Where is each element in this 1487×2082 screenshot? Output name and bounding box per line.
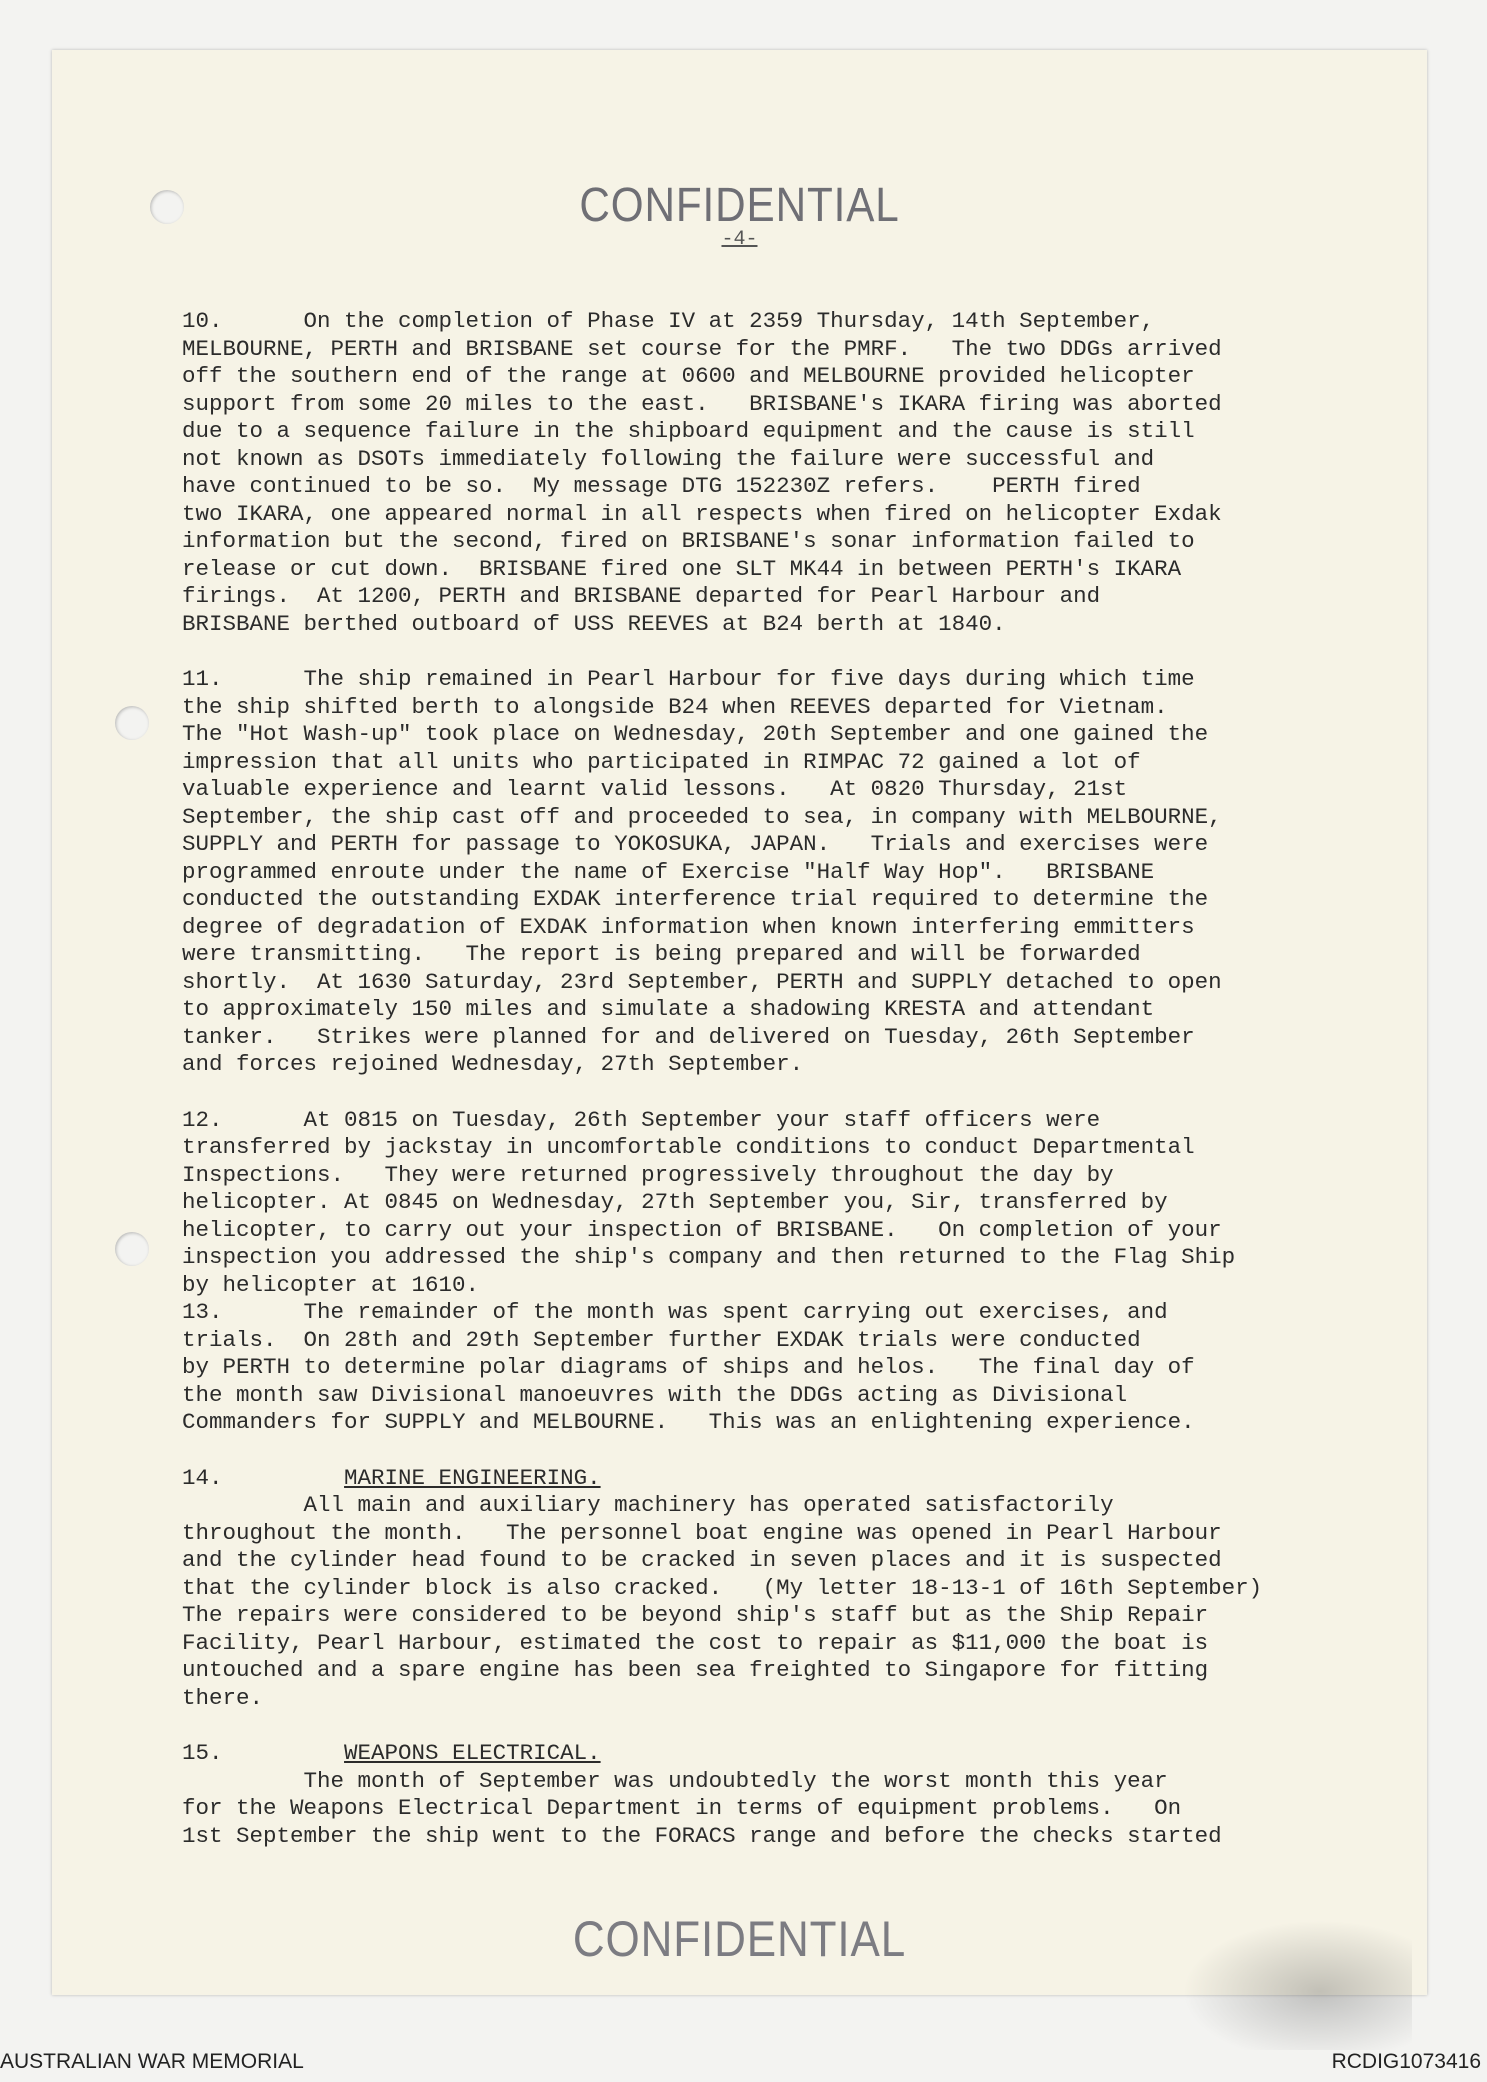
confidential-stamp-bottom: CONFIDENTIAL (572, 1911, 907, 1967)
text-line: to approximately 150 miles and simulate a shadowing KRESTA and attendant (182, 996, 1155, 1022)
punch-hole (115, 1232, 149, 1266)
section-heading: MARINE ENGINEERING. (344, 1464, 601, 1491)
text-line: All main and auxiliary machinery has operated satisfactorily (182, 1492, 1114, 1518)
text-line: inspection you addressed the ship's company and then returned to the Flag Ship (182, 1244, 1236, 1270)
text-line: conducted the outstanding EXDAK interference trial required to determine the (182, 886, 1209, 912)
text-line: trials. On 28th and 29th September further EXDAK trials were conducted (182, 1326, 1141, 1353)
section-heading: WEAPONS ELECTRICAL. (344, 1740, 601, 1766)
paragraph (182, 1465, 1332, 1713)
text-line: two IKARA, one appeared normal in all respects when fired on helicopter Exdak (182, 500, 1222, 527)
section-number: 14. (182, 1464, 223, 1491)
paragraph (182, 1740, 1332, 1850)
text-line: firings. At 1200, PERTH and BRISBANE departed for Pearl Harbour and (182, 583, 1101, 609)
archive-id: RCDIG1073416 (1331, 2050, 1481, 2073)
text-line: due to a sequence failure in the shipboard equipment and the cause is still (182, 418, 1195, 444)
text-line: 11. The ship remained in Pearl Harbour for five days during which time (182, 666, 1195, 692)
text-line: valuable experience and learnt valid lessons. At 0820 Thursday, 21st (182, 776, 1128, 802)
text-line: and forces rejoined Wednesday, 27th September. (182, 1051, 804, 1077)
text-line: throughout the month. The personnel boat engine was opened in Pearl Harbour (182, 1519, 1222, 1546)
text-line: BRISBANE berthed outboard of USS REEVES at B24 berth at 1840. (182, 610, 1006, 637)
text-line: off the southern end of the range at 0600 and MELBOURNE provided helicopter (182, 363, 1195, 389)
text-line: support from some 20 miles to the east. BRISBANE's IKARA firing was aborted (182, 390, 1222, 417)
text-line: programmed enroute under the name of Exercise "Half Way Hop". BRISBANE (182, 858, 1155, 885)
text-line: The "Hot Wash-up" took place on Wednesday, 20th September and one gained the (182, 721, 1209, 747)
text-line: were transmitting. The report is being prepared and will be forwarded (182, 941, 1141, 967)
text-line: the month saw Divisional manoeuvres with the DDGs acting as Divisional (182, 1381, 1128, 1408)
text-line: 1st September the ship went to the FORACS range and before the checks started (182, 1822, 1222, 1849)
document-page (52, 50, 1427, 1995)
text-line: for the Weapons Electrical Department in terms of equipment problems. On (182, 1795, 1182, 1821)
text-line: SUPPLY and PERTH for passage to YOKOSUKA, JAPAN. Trials and exercises were (182, 831, 1209, 857)
text-line: that the cylinder block is also cracked. (My letter 18-13-1 of 16th September) (182, 1574, 1263, 1601)
text-line: impression that all units who participated in RIMPAC 72 gained a lot of (182, 748, 1141, 775)
archive-credit: AUSTRALIAN WAR MEMORIAL (0, 2050, 304, 2073)
paragraph (182, 1107, 1332, 1300)
ink-smudge (1182, 1920, 1412, 2050)
text-line: by helicopter at 1610. (182, 1271, 480, 1298)
section-heading-line (182, 1740, 1332, 1768)
text-line: release or cut down. BRISBANE fired one SLT MK44 in between PERTH's IKARA (182, 555, 1182, 582)
text-line: MELBOURNE, PERTH and BRISBANE set course for the PMRF. The two DDGs arrived (182, 335, 1222, 362)
section-heading-line (182, 1465, 1332, 1493)
punch-hole (115, 706, 149, 740)
text-line: and the cylinder head found to be cracked in seven places and it is suspected (182, 1547, 1222, 1573)
text-line: information but the second, fired on BRISBANE's sonar information failed to (182, 528, 1195, 554)
text-line: 10. On the completion of Phase IV at 2359 Thursday, 14th September, (182, 308, 1155, 334)
text-line: tanker. Strikes were planned for and delivered on Tuesday, 26th September (182, 1023, 1195, 1050)
text-line: transferred by jackstay in uncomfortable conditions to conduct Departmental (182, 1134, 1195, 1160)
text-line: helicopter, to carry out your inspection of BRISBANE. On completion of your (182, 1216, 1222, 1243)
text-line: The month of September was undoubtedly the worst month this year (182, 1767, 1168, 1794)
text-line: helicopter. At 0845 on Wednesday, 27th September you, Sir, transferred by (182, 1189, 1168, 1215)
document-body (182, 308, 1332, 1878)
text-line: not known as DSOTs immediately following the failure were successful and (182, 445, 1155, 472)
paragraph (182, 1299, 1332, 1437)
text-line: Commanders for SUPPLY and MELBOURNE. This was an enlightening experience. (182, 1409, 1195, 1435)
text-line: The repairs were considered to be beyond ship's staff but as the Ship Repair (182, 1602, 1209, 1628)
text-line: Facility, Pearl Harbour, estimated the cost to repair as $11,000 the boat is (182, 1629, 1209, 1656)
text-line: there. (182, 1684, 264, 1711)
text-line: the ship shifted berth to alongside B24 when REEVES departed for Vietnam. (182, 693, 1168, 720)
section-number: 15. (182, 1740, 223, 1766)
text-line: 12. At 0815 on Tuesday, 26th September your staff officers were (182, 1106, 1101, 1133)
text-line: untouched and a spare engine has been sea freighted to Singapore for fitting (182, 1657, 1209, 1683)
confidential-stamp-top: CONFIDENTIAL (579, 179, 900, 232)
paragraph (182, 308, 1332, 638)
text-line: by PERTH to determine polar diagrams of ships and helos. The final day of (182, 1354, 1195, 1380)
text-line: shortly. At 1630 Saturday, 23rd September, PERTH and SUPPLY detached to open (182, 968, 1222, 995)
text-line: Inspections. They were returned progressively throughout the day by (182, 1161, 1114, 1188)
text-line: September, the ship cast off and proceeded to sea, in company with MELBOURNE, (182, 803, 1222, 830)
text-line: have continued to be so. My message DTG 152230Z refers. PERTH fired (182, 473, 1141, 499)
paragraph (182, 666, 1332, 1079)
text-line: degree of degradation of EXDAK information when known interfering emmitters (182, 913, 1195, 940)
page-number: -4- (721, 228, 758, 251)
text-line: 13. The remainder of the month was spent carrying out exercises, and (182, 1299, 1168, 1325)
